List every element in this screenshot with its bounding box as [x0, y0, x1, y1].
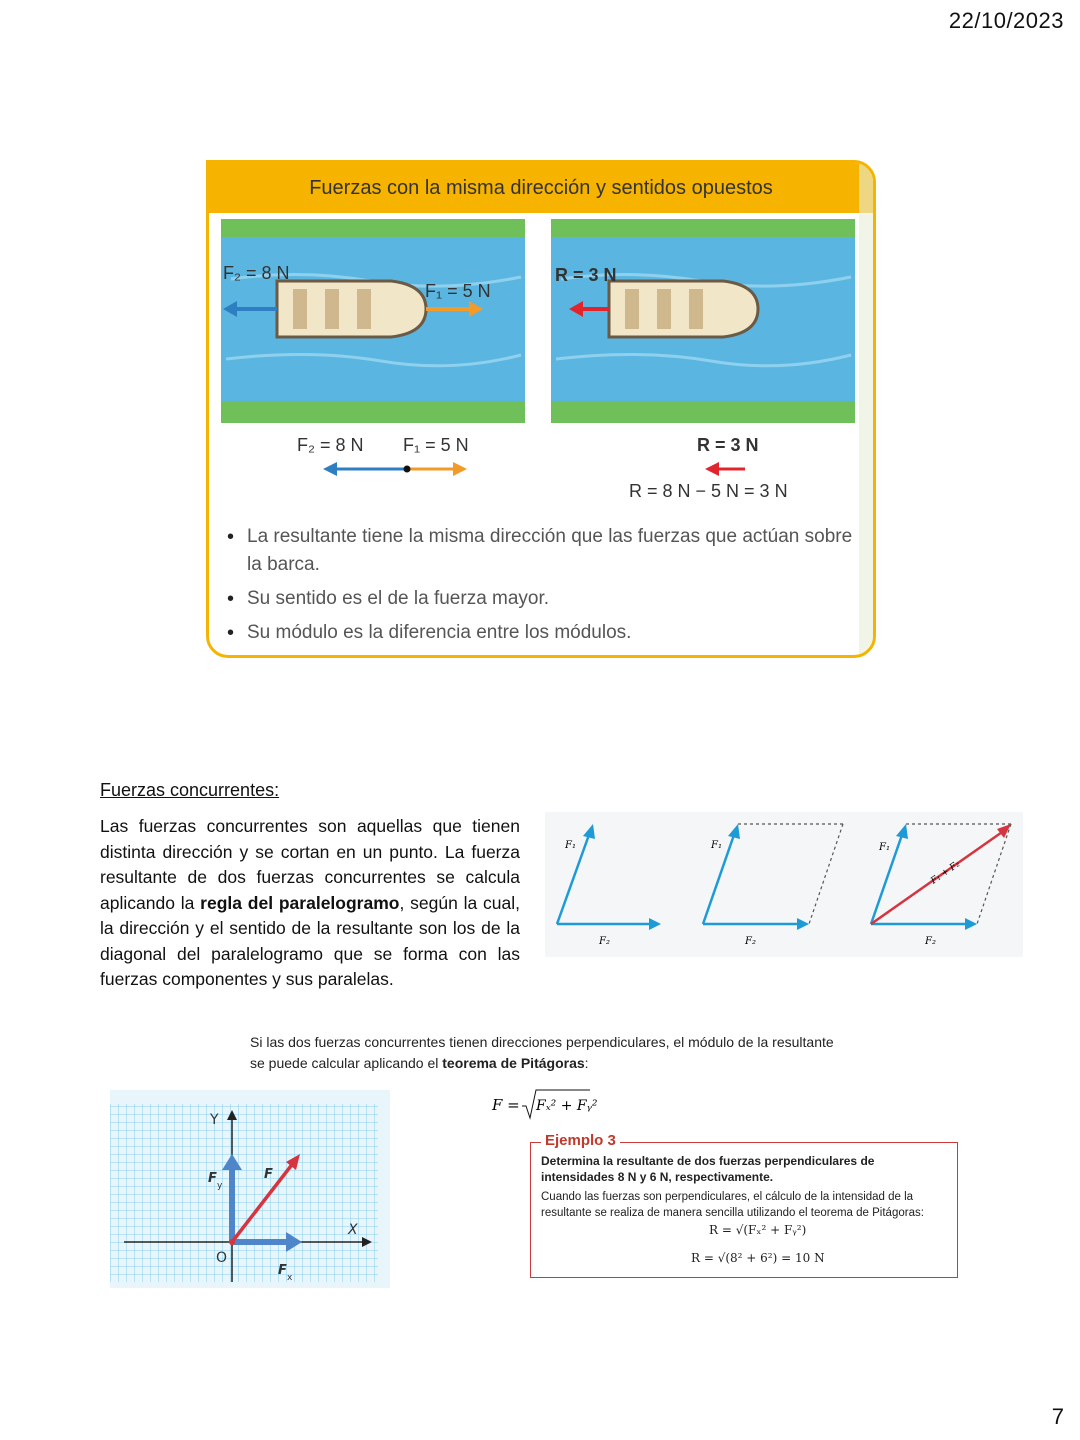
example-formula-2: R = √(8² + 6²) = 10 N — [691, 1251, 825, 1265]
opposite-forces-panel — [206, 160, 876, 658]
pythagoras-paragraph — [250, 1032, 850, 1074]
parallelogram-diagrams — [545, 812, 1023, 957]
example-formula-1: R = √(Fₓ² + Fᵧ²) — [709, 1223, 807, 1237]
fx-subscript: x — [287, 1273, 293, 1283]
pythagoras-text-b: : — [584, 1055, 589, 1071]
x-axis-label: X — [348, 1222, 358, 1238]
example-answer: Cuando las fuerzas son perpendiculares, el cálculo de la intensidad de la resultante se realiza de manera sencilla utilizando el teorema de Pitágoras: — [541, 1191, 924, 1219]
panel-bullets — [225, 523, 865, 653]
y-axis-label: Y — [210, 1112, 219, 1128]
vector-f2-label: F₂ = 8 N — [297, 435, 364, 455]
pythagoras-text-a: Si las dos fuerzas concurrentes tienen direcciones perpendiculares, el módulo de la resultante se puede calcular aplicando el — [250, 1034, 834, 1071]
example-question: Determina la resultante de dos fuerzas perpendiculares de intensidades 8 N y 6 N, respectivamente. — [541, 1154, 875, 1184]
section-text-bold: regla del paralelogramo — [200, 892, 400, 913]
diagram2-f2-label: F₂ — [745, 936, 756, 947]
fy-subscript: y — [217, 1181, 223, 1191]
r-label: R = 3 N — [555, 265, 617, 285]
diagram3-sum-label: F₁ + F₂ — [929, 859, 962, 887]
diagram3-f1-label: F₁ — [879, 842, 890, 853]
fx-vector-label: F — [278, 1263, 287, 1278]
bullet-1: • La resultante tiene la misma dirección que las fuerzas que actúan sobre la barca. — [225, 523, 865, 579]
bullet-2: • Su sentido es el de la fuerza mayor. — [225, 585, 865, 613]
section-title: Fuerzas concurrentes: — [100, 780, 280, 800]
section-text-b: , según la cual, la dirección y el sentido de la resultante son los de la diagonal del paralelogramo que se forma con las fuerzas componentes y sus paralelas. — [100, 892, 520, 989]
diagram2-f1-label: F₁ — [711, 840, 722, 851]
page-number: 7 — [1051, 1404, 1064, 1429]
boat-illustration-left — [221, 219, 525, 423]
formula-rhs: Fₓ² + Fᵧ² — [536, 1098, 598, 1114]
example-box — [530, 1132, 958, 1278]
page-date: 22/10/2023 — [948, 8, 1064, 33]
origin-label: O — [216, 1250, 228, 1266]
vector-sum-diagram — [319, 457, 469, 481]
diagram1-f1-label: F₁ — [565, 840, 576, 851]
river-image-left — [221, 219, 525, 423]
bullet-3: • Su módulo es la diferencia entre los módulos. — [225, 619, 865, 647]
formula-lhs: F = — [492, 1096, 520, 1114]
diagram3-f2-label: F₂ — [925, 936, 936, 947]
pythagoras-text-bold: teorema de Pitágoras — [442, 1055, 585, 1071]
resultant-equation: R = 8 N − 5 N = 3 N — [629, 481, 788, 501]
panel-edge — [859, 163, 873, 655]
vector-r-label: R = 3 N — [697, 435, 759, 455]
boat-illustration-right — [551, 219, 855, 423]
example-title: Ejemplo 3 — [541, 1132, 620, 1149]
fy-vector-label: F — [208, 1171, 217, 1186]
f1-label: F₁ = 5 N — [425, 281, 491, 301]
f-vector-label: F — [264, 1167, 273, 1182]
pythagoras-formula — [490, 1086, 630, 1126]
river-image-right — [551, 219, 855, 423]
diagram1-f2-label: F₂ — [599, 936, 610, 947]
section-paragraph — [100, 814, 520, 993]
section-text-a: Las fuerzas concurrentes son aquellas que tienen distinta dirección y se cortan en un punto. La fuerza resultante de dos fuerzas concurrentes se calcula aplicando la — [100, 816, 520, 913]
f2-label: F₂ = 8 N — [223, 263, 290, 283]
resultant-arrow — [701, 457, 751, 481]
vector-f1-label: F₁ = 5 N — [403, 435, 469, 455]
panel-title: Fuerzas con la misma dirección y sentidos opuestos — [209, 163, 873, 213]
force-components-grid — [110, 1090, 390, 1288]
